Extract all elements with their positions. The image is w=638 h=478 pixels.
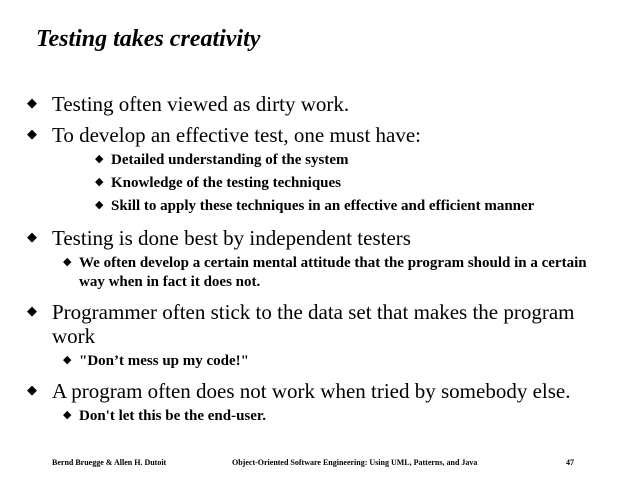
bullet-item: A program often does not work when tried by somebody else. xyxy=(52,379,571,403)
sub-bullet-item: Knowledge of the testing techniques xyxy=(111,175,341,191)
diamond-bullet-icon: ◆ xyxy=(95,199,104,211)
bullet-item: Programmer often stick to the data set that makes the program work xyxy=(52,300,575,348)
slide-title: Testing takes creativity xyxy=(36,26,261,52)
diamond-bullet-icon: ◆ xyxy=(95,176,104,188)
sub-bullet-item: "Don’t mess up my code!" xyxy=(79,353,249,369)
diamond-bullet-icon: ◆ xyxy=(27,126,37,141)
diamond-bullet-icon: ◆ xyxy=(27,95,37,110)
diamond-bullet-icon: ◆ xyxy=(63,256,72,268)
footer-book-title: Object-Oriented Software Engineering: Using UML, Patterns, and Java xyxy=(232,458,478,467)
sub-bullet-item: We often develop a certain mental attitude that the program should in a certain way when in fact it does not. xyxy=(79,255,587,290)
footer-authors: Bernd Bruegge & Allen H. Dutoit xyxy=(52,458,167,467)
diamond-bullet-icon: ◆ xyxy=(63,409,72,421)
bullet-item: Testing is done best by independent testers xyxy=(52,226,411,250)
footer-page-number: 47 xyxy=(566,458,574,467)
bullet-item: Testing often viewed as dirty work. xyxy=(52,92,350,116)
sub-bullet-item: Don't let this be the end-user. xyxy=(79,408,266,424)
sub-bullet-item: Skill to apply these techniques in an effective and efficient manner xyxy=(111,198,535,214)
diamond-bullet-icon: ◆ xyxy=(95,153,104,165)
bullet-item: To develop an effective test, one must have: xyxy=(52,123,422,147)
sub-bullet-item: Detailed understanding of the system xyxy=(111,152,349,168)
diamond-bullet-icon: ◆ xyxy=(63,354,72,366)
diamond-bullet-icon: ◆ xyxy=(27,382,37,397)
diamond-bullet-icon: ◆ xyxy=(27,229,37,244)
diamond-bullet-icon: ◆ xyxy=(27,303,37,318)
